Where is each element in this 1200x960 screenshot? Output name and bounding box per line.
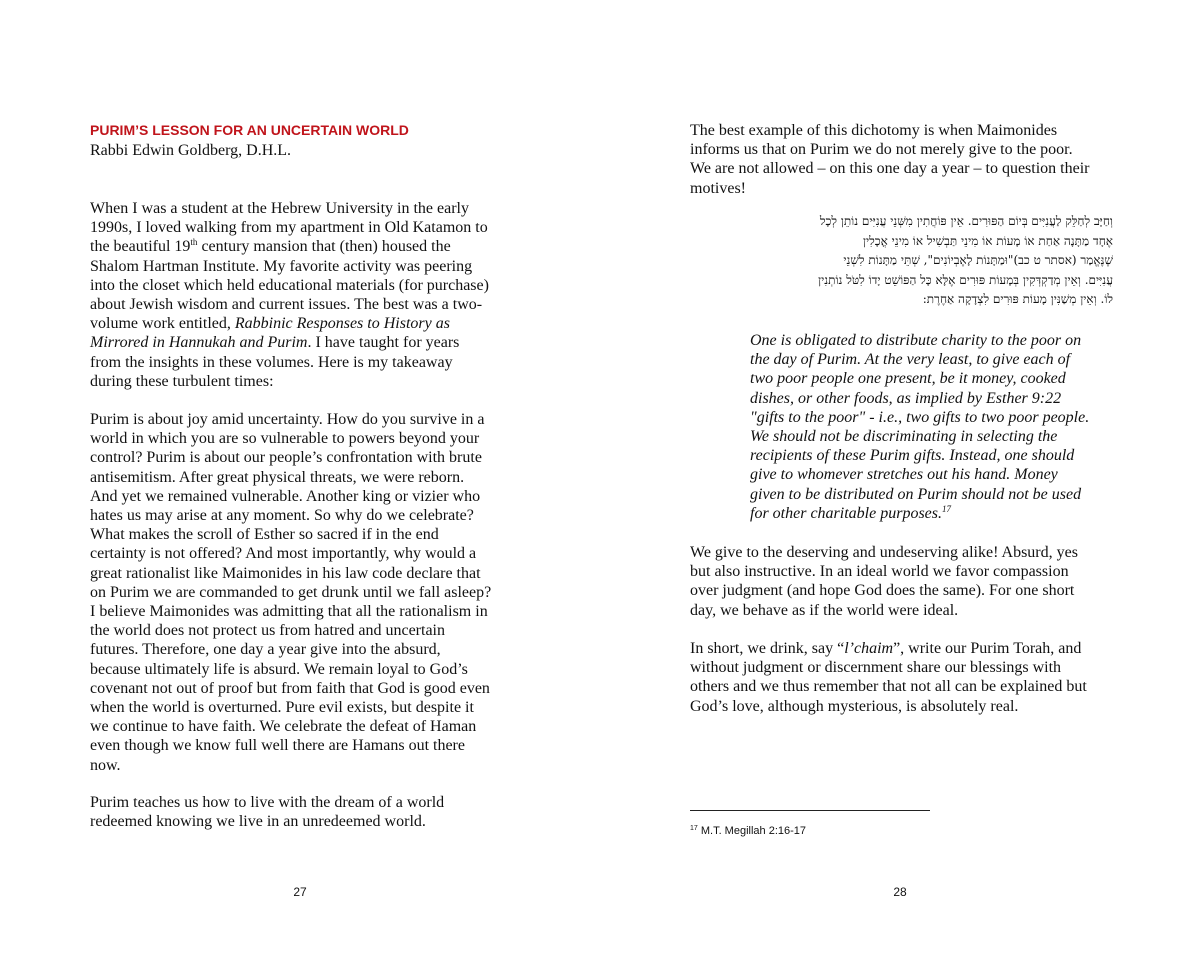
translation-line: the day of Purim. At the very least, to give each of xyxy=(750,351,1071,369)
translation-line: for other charitable purposes.$^{17}$ xyxy=(750,503,951,522)
text-line: the beautiful 19th century mansion that (then) housed the xyxy=(90,237,451,256)
text-line: Shalom Hartman Institute. My favorite activity was peering xyxy=(90,257,473,275)
footnote xyxy=(690,824,806,838)
right-paragraph-3 xyxy=(690,639,1120,716)
text-line: Purim is about joy amid uncertainty. How do you survive in a xyxy=(90,411,485,428)
left-paragraph-3 xyxy=(90,793,520,831)
translation-line: One is obligated to distribute charity to the poor on xyxy=(750,332,1082,349)
text-line: from the insights in these volumes. Here is my takeaway xyxy=(90,353,453,371)
text-line: because ultimately life is absurd. We remain loyal to God’s xyxy=(90,660,468,678)
hebrew-line: וְחַיָּב לְחַלֵּק לַעֲנִיִּים בְּיוֹם הַפּוּרִים. אֵין פּוֹחֲתִין מִשְּׁנֵי עֲנִיִּים נוֹתֵן לְכָל xyxy=(819,214,1113,228)
text-line: great rationalist like Maimonides in his law code declare that xyxy=(90,564,481,582)
text-line: 1990s, I loved walking from my apartment in Old Katamon to xyxy=(90,219,488,237)
text-line: into the closet which held educational materials (for purchase) xyxy=(90,276,489,294)
right-page xyxy=(600,0,1200,960)
emphasis: l’chaim xyxy=(844,640,894,657)
text-line: futures. Therefore, one day a year give into the absurd, xyxy=(90,641,441,659)
right-paragraph-1 xyxy=(690,121,1120,198)
hebrew-line: שֶׁנֶּאֱמַר (אסתר ט כב)"וּמַתָּנוֹת לָאֶבְיוֹנִים", שְׁתֵּי מַתָּנוֹת לִשְׁנֵי xyxy=(843,253,1113,267)
book-title: Rabbinic Responses to History as xyxy=(234,315,450,333)
text-line: And yet we remained vulnerable. Another king or vizier who xyxy=(90,487,481,505)
text-line: redeemed knowing we live in an unredeemed world. xyxy=(90,813,426,831)
text-line: When I was a student at the Hebrew University in the early xyxy=(90,200,469,217)
article-author: Rabbi Edwin Goldberg, D.H.L. xyxy=(90,142,292,159)
text-line: The best example of this dichotomy is when Maimonides xyxy=(690,122,1058,139)
text-line: about Jewish wisdom and current issues. The best was a two- xyxy=(90,296,483,314)
translation-line: We should not be discriminating in selecting the xyxy=(750,428,1058,446)
text-line: others and we thus remember that not all can be explained but xyxy=(690,678,1087,696)
footnote-divider xyxy=(690,810,930,811)
hebrew-quotation xyxy=(748,212,1113,310)
text-line: Mirrored in Hannukah and Purim. I have taught for years xyxy=(90,334,460,352)
text-line: I believe Maimonides was admitting that all the rationalism in xyxy=(90,603,488,621)
article-title: PURIM’S LESSON FOR AN UNCERTAIN WORLD xyxy=(90,122,409,138)
text-line: We give to the deserving and undeserving alike! Absurd, yes xyxy=(690,544,1078,561)
hebrew-line: אֶחָד מַתָּנָה אַחַת אוֹ מָעוֹת אוֹ מִינֵי תַּבְשִׁיל אוֹ מִינֵי אֳכָלִין xyxy=(862,233,1113,248)
page-number: 28 xyxy=(893,885,907,899)
text-line: We are not allowed – on this one day a year – to question their xyxy=(690,160,1090,178)
translation-line: "gifts to the poor" - i.e., two gifts to two poor people. xyxy=(750,408,1090,426)
text-line: Purim teaches us how to live with the dream of a world xyxy=(90,794,445,811)
page-number: 27 xyxy=(293,885,307,899)
text-line: on Purim we are commanded to get drunk until we fall asleep? xyxy=(90,583,492,601)
right-paragraph-2 xyxy=(690,543,1120,620)
translation-block xyxy=(750,331,1120,523)
translation-line: dishes, or other foods, as implied by Esther 9:22 xyxy=(750,389,1062,407)
hebrew-line: לוֹ. וְאֵין מְשַׁנִּין מָעוֹת פּוּרִים לִצְדָקָה אַחֶרֶת: xyxy=(922,292,1113,306)
text-line: but also instructive. In an ideal world we favor compassion xyxy=(690,563,1069,581)
translation-line: recipients of these Purim gifts. Instead, one should xyxy=(750,447,1075,465)
text-line: even though we know full well there are Hamans out there xyxy=(90,737,465,755)
superscript: th xyxy=(190,237,198,248)
text-line: when the world is overturned. Pure evil exists, but despite it xyxy=(90,699,474,717)
text-line: we continue to have faith. We celebrate the defeat of Haman xyxy=(90,718,477,736)
text-line: What makes the scroll of Esther so sacred if in the end xyxy=(90,526,439,544)
text-line: antisemitism. After great physical threats, we were reborn. xyxy=(90,468,465,486)
text-line: In short, we drink, say “l’chaim”, write our Purim Torah, and xyxy=(690,640,1082,657)
text-line: without judgment or discernment share our blessings with xyxy=(690,659,1062,677)
translation-line: two poor people one present, be it money, cooked xyxy=(750,370,1066,388)
text-line: volume work entitled, Rabbinic Responses to History as xyxy=(90,315,450,333)
hebrew-line: עֲנִיִּים. וְאֵין מְדַקְדְּקִין בְּמָעוֹת פּוּרִים אֶלָּא כָּל הַפּוֹשֵׁט יָדוֹ לִטֹּל נוֹתְנִין xyxy=(818,272,1113,287)
text-line: covenant not out of proof but from faith that God is good even xyxy=(90,679,490,697)
translation-line: give to whomever stretches out his hand. Money xyxy=(750,466,1058,484)
text-line: certainty is not offered? And most importantly, why would a xyxy=(90,545,477,563)
text-line: informs us that on Purim we do not merely give to the poor. xyxy=(690,141,1073,159)
footnote-text: M.T. Megillah 2:16-17 xyxy=(697,825,807,837)
text-line: during these turbulent times: xyxy=(90,372,274,390)
left-paragraph-2 xyxy=(90,410,520,775)
text-line: day, we behave as if the world were ideal. xyxy=(690,601,959,619)
left-paragraph-1 xyxy=(90,199,520,391)
book-title: Mirrored in Hannukah and Purim xyxy=(90,334,308,352)
text-line: world in which you are so vulnerable to powers beyond your xyxy=(90,430,480,448)
text-line: control? Purim is about our people’s confrontation with brute xyxy=(90,449,482,467)
translation-line: given to be distributed on Purim should not be used xyxy=(750,485,1082,503)
footnote-number: 17 xyxy=(690,825,698,832)
footnote-reference: 17 xyxy=(942,503,951,514)
text-line: God’s love, although mysterious, is absolutely real. xyxy=(690,697,1019,715)
text-line: hates us may arise at any moment. So why do we celebrate? xyxy=(90,507,474,525)
text-line: the world does not protect us from hatred and uncertain xyxy=(90,622,445,640)
text-line: over judgment (and hope God does the same). For one short xyxy=(690,582,1075,600)
text-line: now. xyxy=(90,756,121,774)
text-line: motives! xyxy=(690,179,746,197)
